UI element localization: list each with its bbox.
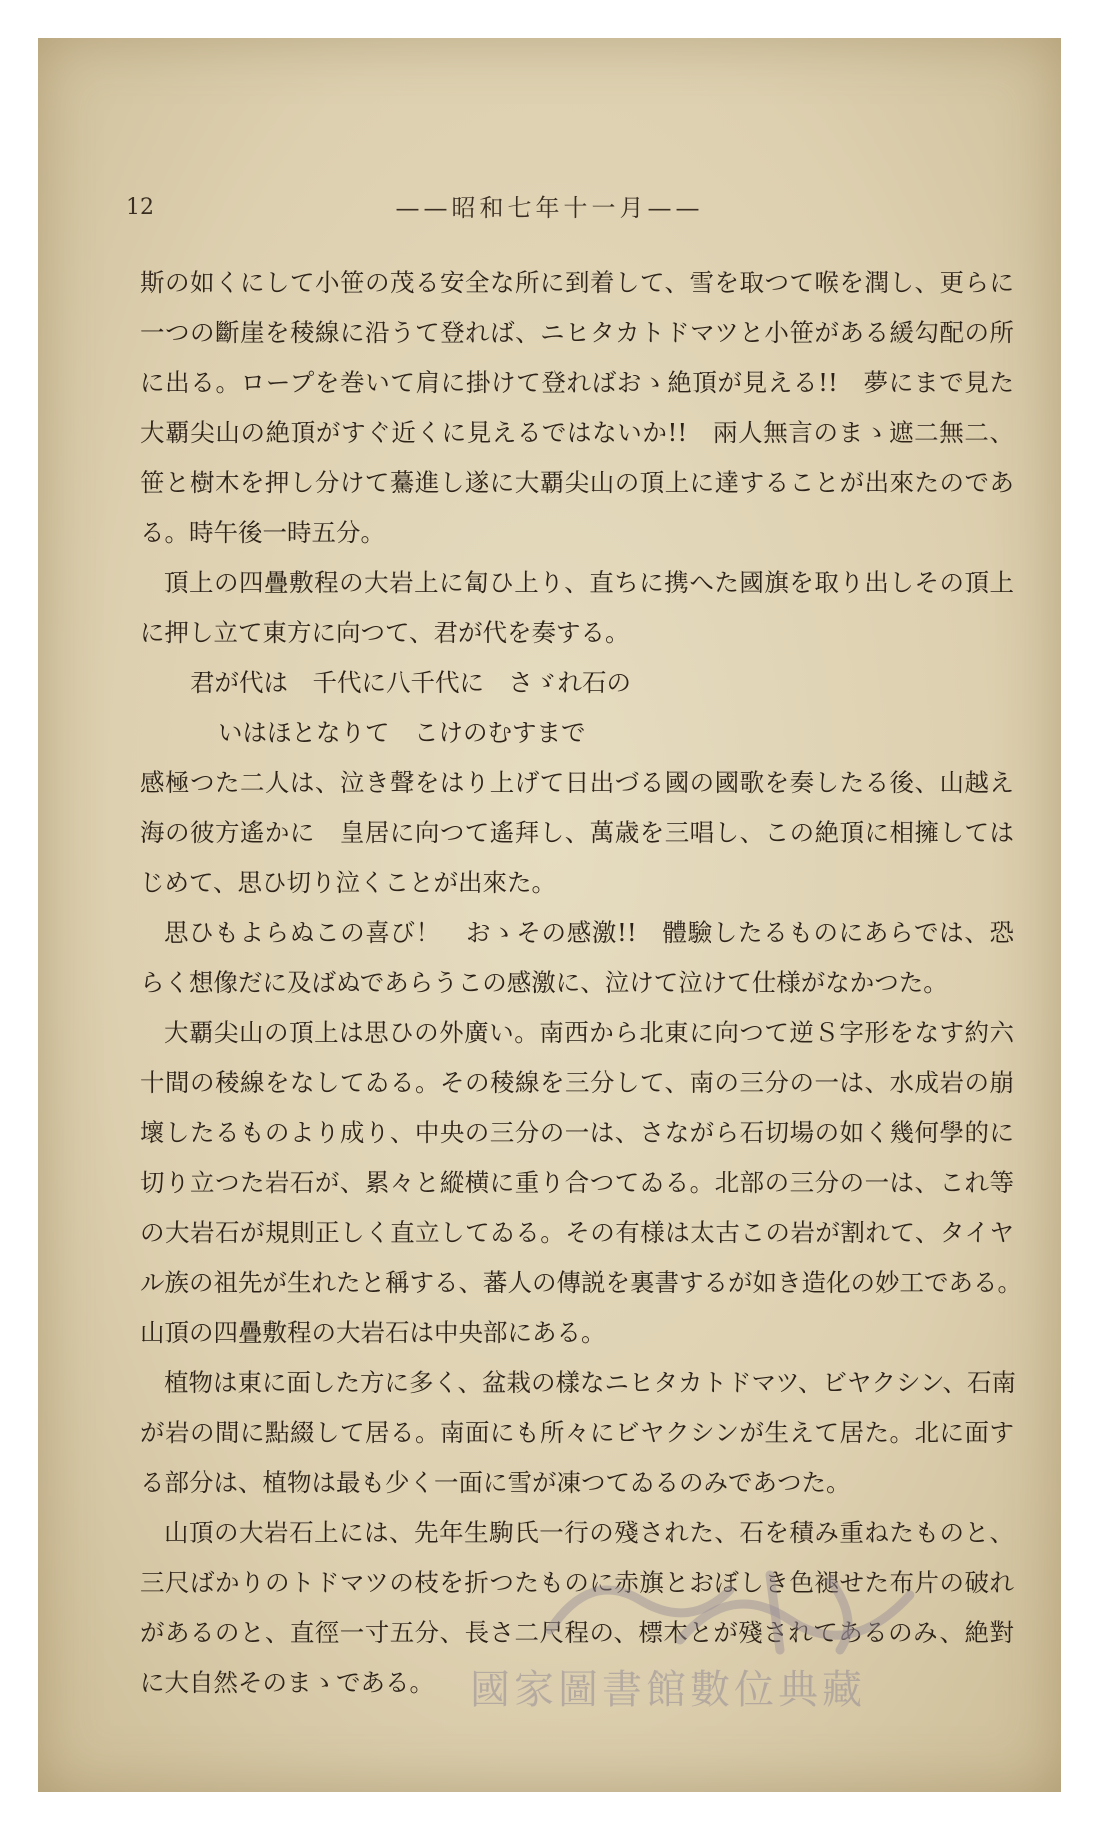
text-line: に出る。ロープを巻いて肩に掛けて登ればおゝ絶頂が見える!! 夢にまで見た bbox=[140, 368, 1014, 397]
poem-line: 君が代は 千代に八千代に さゞれ石の bbox=[190, 668, 631, 697]
text-line: 思ひもよらぬこの喜び！ おゝその感激!! 體驗したるものにあらでは、恐 bbox=[164, 918, 1014, 947]
text-line: があるのと、直徑一寸五分、長さ二尺程の、標木とが殘されてあるのみ、絶對 bbox=[140, 1618, 1014, 1647]
text-line: 笹と樹木を押し分けて驀進し遂に大覇尖山の頂上に達することが出來たのであ bbox=[140, 468, 1014, 497]
text-line: らく想像だに及ばぬであらうこの感激に、泣けて泣けて仕様がなかつた。 bbox=[140, 968, 948, 997]
text-line: 切り立つた岩石が、累々と縱横に重り合つてゐる。北部の三分の一は、これ等 bbox=[140, 1168, 1014, 1197]
page-header bbox=[0, 192, 1099, 224]
text-line: の大岩石が規則正しく直立してゐる。その有様は太古この岩が割れて、タイヤ bbox=[140, 1218, 1014, 1247]
running-head: ——昭和七年十一月—— bbox=[395, 194, 704, 222]
page-number: 12 bbox=[126, 195, 154, 220]
text-line: 山頂の四疊敷程の大岩石は中央部にある。 bbox=[140, 1318, 606, 1347]
text-line: が岩の間に點綴して居る。南面にも所々にビヤクシンが生えて居た。北に面す bbox=[140, 1418, 1014, 1447]
text-line: 斯の如くにして小笹の茂る安全な所に到着して、雪を取つて喉を潤し、更らに bbox=[140, 268, 1014, 297]
text-line: 山頂の大岩石上には、先年生駒氏一行の殘された、石を積み重ねたものと、 bbox=[164, 1518, 1014, 1547]
text-line: 三尺ばかりのトドマツの枝を折つたものに赤旗とおぼしき色褪せた布片の破れ bbox=[140, 1568, 1014, 1597]
text-line: に押し立て東方に向つて、君が代を奏する。 bbox=[140, 618, 630, 647]
text-line: 感極つた二人は、泣き聲をはり上げて日出づる國の國歌を奏したる後、山越え bbox=[140, 768, 1014, 797]
text-line: 一つの斷崖を稜線に沿うて登れば、ニヒタカトドマツと小笹がある緩勾配の所 bbox=[140, 318, 1014, 347]
text-line: る。時午後一時五分。 bbox=[140, 518, 385, 547]
body-text bbox=[140, 258, 1022, 1708]
text-line: じめて、思ひ切り泣くことが出來た。 bbox=[140, 868, 557, 897]
text-line: 植物は東に面した方に多く、盆栽の樣なニヒタカトドマツ、ビヤクシン、石南 bbox=[164, 1368, 1016, 1397]
text-line: に大自然そのまゝである。 bbox=[140, 1668, 434, 1697]
text-line: 十間の稜線をなしてゐる。その稜線を三分して、南の三分の一は、水成岩の崩 bbox=[140, 1068, 1014, 1097]
poem-line: いはほとなりて こけのむすまで bbox=[218, 718, 586, 747]
text-line: る部分は、植物は最も少く一面に雪が凍つてゐるのみであつた。 bbox=[140, 1468, 851, 1497]
watermark-text: 國家圖書館數位典藏 bbox=[470, 1667, 866, 1713]
text-line: 頂上の四疊敷程の大岩上に匐ひ上り、直ちに携へた國旗を取り出しその頂上 bbox=[164, 568, 1014, 597]
text-line: 大覇尖山の絶頂がすぐ近くに見えるではないか!! 兩人無言のまゝ遮二無二、 bbox=[140, 418, 1014, 447]
text-line: 海の彼方遙かに 皇居に向つて遙拜し、萬歳を三唱し、この絶頂に相擁しては bbox=[140, 818, 1014, 847]
text-line: ル族の祖先が生れたと稱する、蕃人の傳説を裏書するが如き造化の妙工である。 bbox=[140, 1268, 1022, 1297]
text-line: 壞したるものより成り、中央の三分の一は、さながら石切場の如く幾何學的に bbox=[140, 1118, 1014, 1147]
text-line: 大覇尖山の頂上は思ひの外廣い。南西から北東に向つて逆Ｓ字形をなす約六 bbox=[164, 1018, 1014, 1047]
